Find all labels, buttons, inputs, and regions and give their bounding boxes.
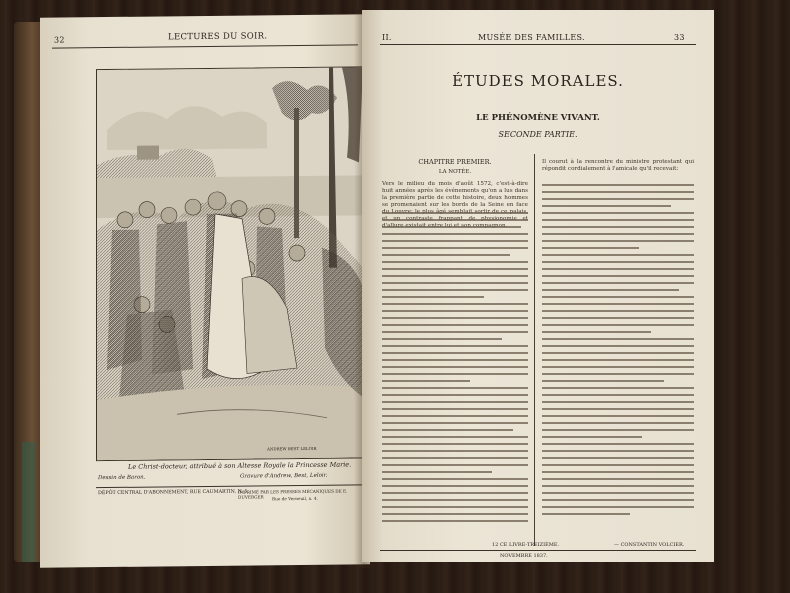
left-page-number: 32 — [54, 35, 65, 45]
chapter-heading: CHAPITRE PREMIER. — [418, 158, 492, 166]
left-header-rule — [52, 44, 358, 48]
column-1-body-text — [382, 212, 528, 527]
illustration-credit-right: Gravure d'Andrew, Best, Leloir. — [240, 472, 328, 480]
open-book — [14, 8, 730, 576]
engraver-signature: ANDREW BEST LELOIR — [267, 445, 317, 452]
right-page-number: 33 — [674, 33, 685, 42]
engraving-christ-teaching-image — [97, 67, 363, 460]
left-footer-right: IMPRIMÉ PAR LES PRESSES MÉCANIQUES DE E. DUVERGER — [238, 488, 348, 500]
column-1-opening-text: Vers le milieu du mois d'août 1572, c'est-à-dire huit années après les événements qu'on a lus dans la première partie de cette histoire, deux hommes se promenaient sur les bords de la Seine en face — [382, 181, 528, 208]
part-label: SECONDE PARTIE. — [498, 130, 578, 139]
right-header-rule — [380, 44, 696, 45]
left-running-head: LECTURES DU SOIR. — [168, 31, 268, 43]
left-page — [40, 14, 370, 567]
illustration-caption: Le Christ-docteur, attribué à son Altesse Royale la Princesse Marie. — [128, 460, 352, 471]
engraving-illustration — [96, 66, 364, 461]
left-footer-left: DÉPÔT CENTRAL D'ABONNEMENT, RUE CAUMARTIN, N. 1. — [98, 489, 250, 497]
right-footer-center: 12 CE LIVRE-TREIZIÈME. — [492, 542, 560, 548]
right-footer-rule — [380, 550, 696, 551]
volume-number: II. — [382, 33, 392, 42]
right-footer-date: NOVEMBRE 1837. — [500, 553, 548, 559]
story-title: LE PHÉNOMÈNE VIVANT. — [476, 113, 600, 123]
right-running-head: MUSÉE DES FAMILLES. — [478, 33, 585, 42]
left-footer-rule — [96, 484, 362, 488]
right-page — [362, 10, 714, 562]
column-divider — [534, 154, 535, 546]
left-footer-right-2: Rue de Verneuil, n. 4. — [272, 495, 318, 502]
column-2-opening-text: Il courut à la rencontre du ministre protestant qui répondit cordialement à l'amicale qu'il recevait: — [542, 159, 694, 172]
illustration-credit-left: Dessin de Baron. — [98, 474, 146, 482]
section-title: ÉTUDES MORALES. — [452, 72, 624, 90]
chapter-subheading: LA NOTÉE. — [438, 169, 472, 175]
column-2-body-text — [542, 184, 694, 520]
cover-edge-cloth — [22, 442, 36, 562]
right-footer-author: — CONSTANTIN VOLCIER. — [614, 542, 685, 548]
